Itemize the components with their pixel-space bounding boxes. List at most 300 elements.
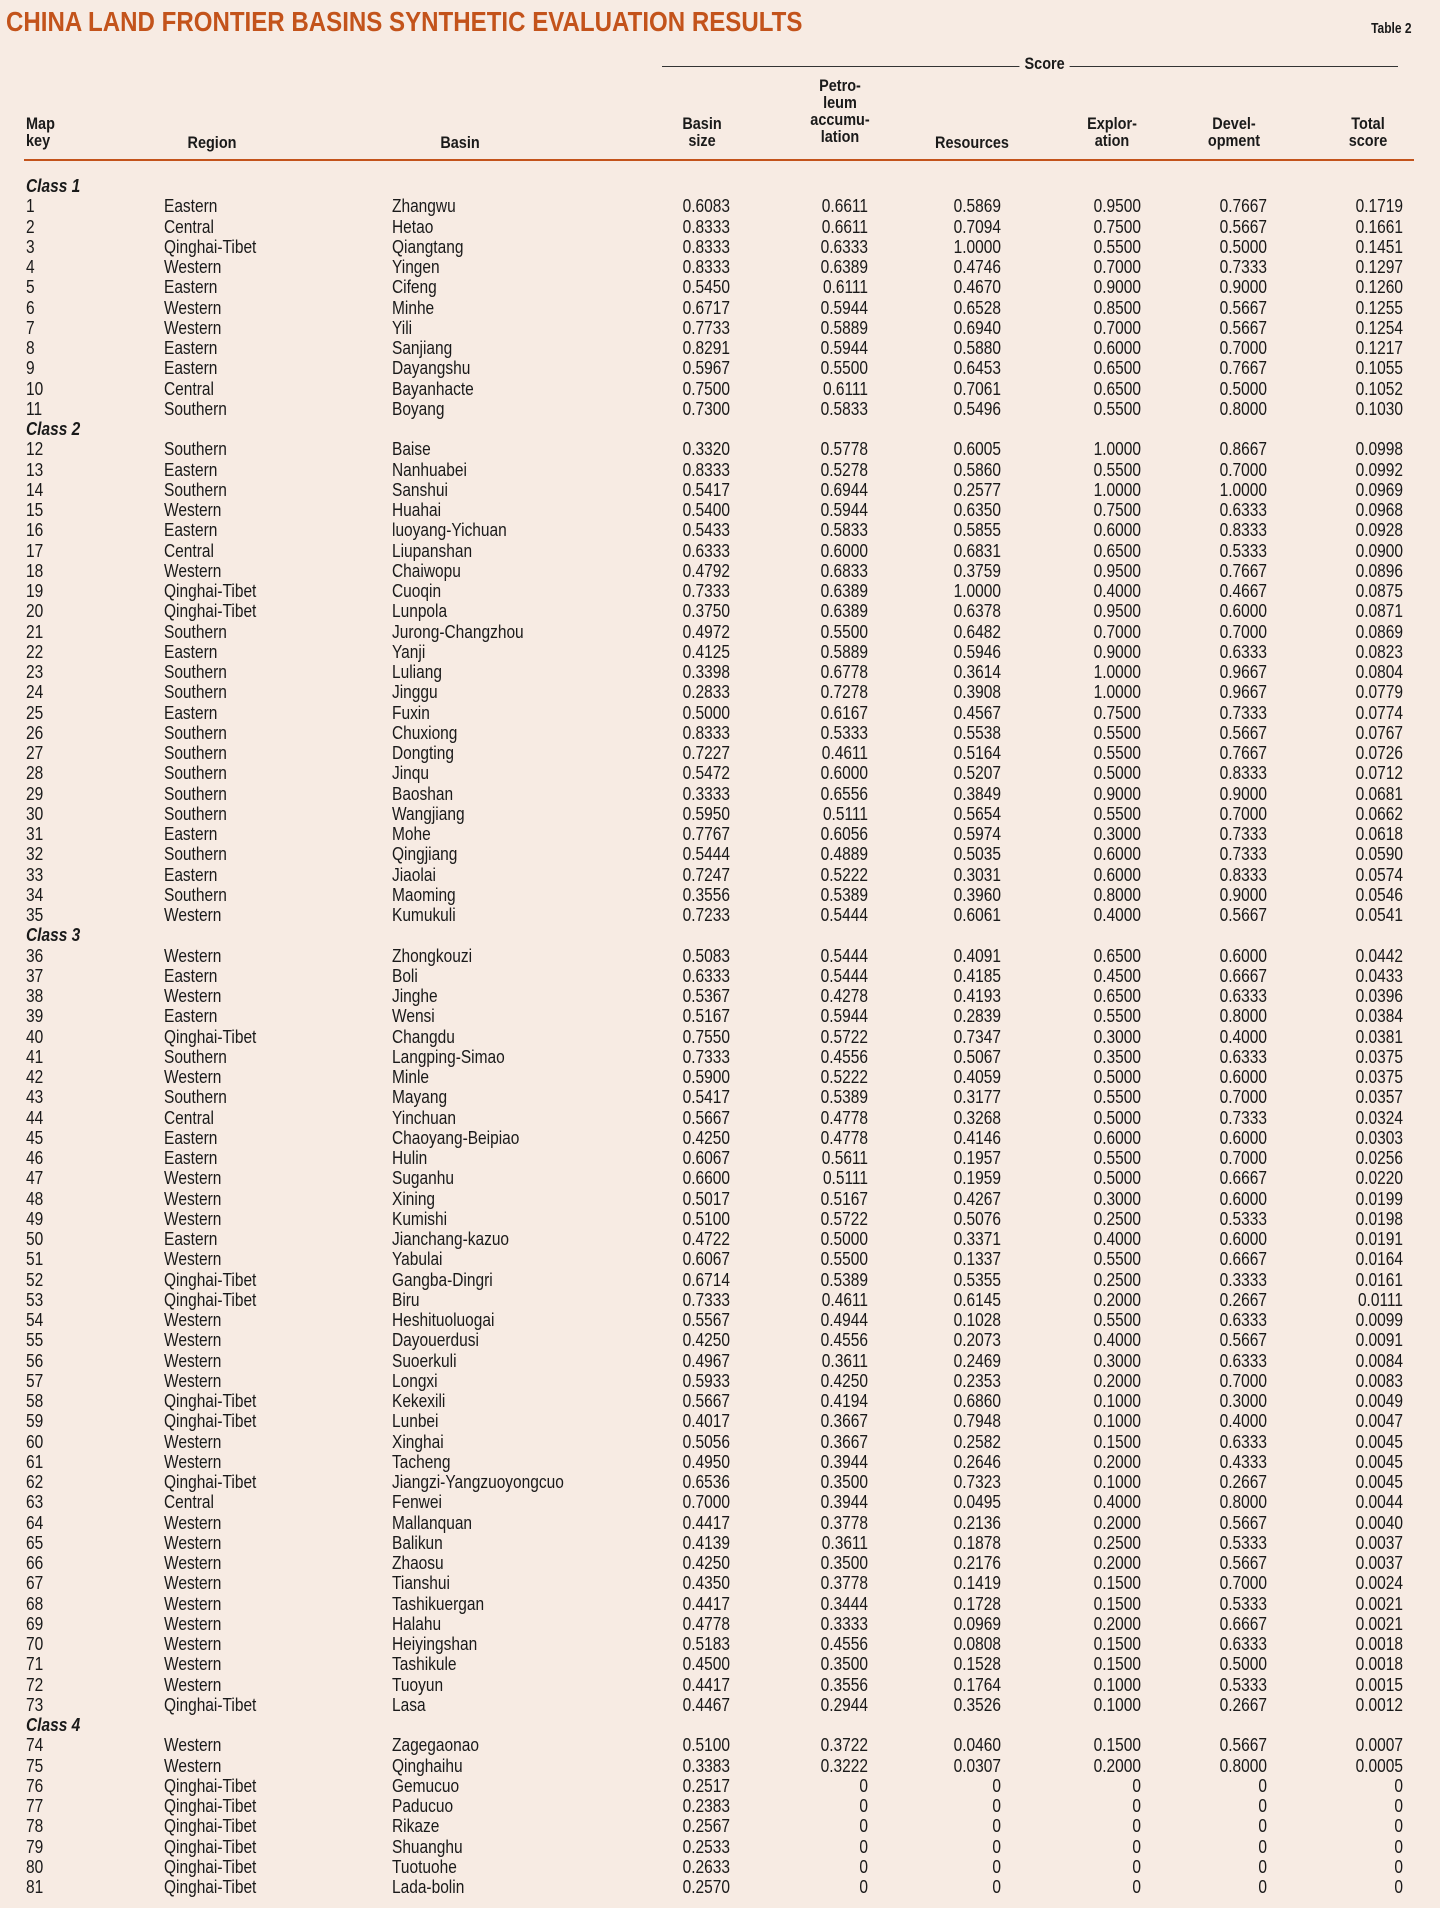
petroleum-cell: 0.6611 — [821, 196, 868, 217]
map-key-cell: 75 — [26, 1755, 44, 1776]
basin-size-cell: 0.2517 — [682, 1775, 730, 1796]
basin-size-cell: 0.5367 — [682, 986, 730, 1006]
header-line: size — [688, 131, 716, 150]
table-row — [0, 196, 1440, 216]
map-key-cell: 64 — [26, 1512, 44, 1533]
basin-size-cell: 0.5933 — [682, 1370, 730, 1391]
header-basin — [418, 134, 503, 151]
development-cell: 0.7000 — [1219, 1370, 1267, 1391]
total-score-cell: 0.0375 — [1355, 1067, 1403, 1087]
basin-size-cell: 0.3398 — [682, 662, 730, 682]
exploration-cell: 0.5500 — [1093, 1310, 1141, 1330]
map-key-cell: 12 — [26, 439, 44, 460]
basin-cell: Boyang — [392, 398, 445, 419]
region-cell: Eastern — [164, 965, 218, 986]
basin-cell: Hetao — [392, 216, 434, 237]
total-score-cell: 0.0396 — [1355, 986, 1403, 1006]
total-score-cell: 0.0191 — [1355, 1229, 1403, 1249]
map-key-cell: 14 — [26, 479, 44, 500]
region-cell: Western — [164, 297, 222, 318]
basin-size-cell: 0.6600 — [682, 1168, 730, 1189]
resources-cell: 0.4146 — [953, 1127, 1001, 1148]
table-row — [0, 561, 1440, 581]
map-key-cell: 7 — [26, 317, 35, 338]
region-cell: Central — [164, 540, 214, 561]
basin-cell: Tacheng — [392, 1451, 451, 1472]
total-score-cell: 0.0590 — [1355, 844, 1403, 865]
map-key-cell: 6 — [26, 297, 35, 318]
petroleum-cell: 0.5500 — [820, 1249, 868, 1270]
petroleum-cell: 0.4944 — [820, 1310, 868, 1330]
table-row — [0, 1229, 1440, 1249]
region-cell: Qinghai-Tibet — [164, 1856, 257, 1877]
exploration-cell: 0.5000 — [1093, 763, 1141, 784]
basin-size-cell: 0.4250 — [682, 1127, 730, 1148]
map-key-cell: 51 — [26, 1249, 44, 1270]
table-row — [0, 460, 1440, 480]
basin-size-cell: 0.5100 — [682, 1208, 730, 1229]
basin-cell: Cuoqin — [392, 581, 442, 601]
table-row — [0, 581, 1440, 601]
map-key-cell: 26 — [26, 722, 44, 743]
table-row — [0, 1594, 1440, 1614]
exploration-cell: 0.2000 — [1093, 1451, 1141, 1472]
basin-cell: Lunpola — [392, 601, 448, 622]
total-score-cell: 0.1255 — [1355, 297, 1403, 318]
resources-cell: 0.6860 — [953, 1391, 1001, 1411]
development-cell: 0 — [1258, 1877, 1267, 1897]
resources-cell: 0.5880 — [953, 338, 1001, 358]
total-score-cell: 0.0871 — [1355, 601, 1403, 622]
development-cell: 0.6333 — [1219, 500, 1267, 520]
exploration-cell: 0.1500 — [1093, 1634, 1141, 1654]
exploration-cell: 0.8000 — [1093, 884, 1141, 905]
class-heading: Class 2 — [26, 419, 81, 439]
table-row — [0, 520, 1440, 540]
total-score-cell: 0.0896 — [1355, 560, 1403, 581]
basin-size-cell: 0.4467 — [682, 1694, 730, 1715]
map-key-cell: 77 — [26, 1796, 44, 1816]
exploration-cell: 0.5500 — [1093, 459, 1141, 480]
exploration-cell: 0.7500 — [1093, 702, 1141, 723]
basin-cell: Dayangshu — [392, 358, 471, 379]
development-cell: 0.7667 — [1219, 743, 1267, 763]
resources-cell: 0 — [992, 1856, 1001, 1877]
map-key-cell: 20 — [26, 601, 44, 622]
table-row — [0, 1796, 1440, 1816]
basin-size-cell: 0.2567 — [682, 1816, 730, 1837]
region-cell: Eastern — [164, 520, 218, 541]
development-cell: 0.6667 — [1219, 1249, 1267, 1270]
basin-size-cell: 0.2533 — [682, 1836, 730, 1857]
map-key-cell: 24 — [26, 682, 44, 703]
development-cell: 0.6333 — [1219, 986, 1267, 1006]
petroleum-cell: 0.4278 — [820, 986, 868, 1006]
basin-size-cell: 0.5083 — [682, 945, 730, 966]
table-title: CHINA LAND FRONTIER BASINS SYNTHETIC EVALUATION RESULTS — [6, 6, 803, 37]
development-cell: 0.7667 — [1219, 560, 1267, 581]
map-key-cell: 38 — [26, 986, 44, 1006]
basin-cell: Baise — [392, 439, 431, 460]
resources-cell: 0.5946 — [953, 641, 1001, 662]
table-row — [0, 1756, 1440, 1776]
resources-cell: 0.5974 — [953, 824, 1001, 844]
region-cell: Western — [164, 1067, 222, 1087]
petroleum-cell: 0.5944 — [820, 1006, 868, 1027]
map-key-cell: 76 — [26, 1775, 44, 1796]
exploration-cell: 0.4000 — [1093, 1229, 1141, 1249]
table-row — [0, 1654, 1440, 1674]
table-row — [0, 1067, 1440, 1087]
resources-cell: 0 — [992, 1796, 1001, 1816]
petroleum-cell: 0.3500 — [820, 1654, 868, 1675]
table-row — [0, 277, 1440, 297]
map-key-cell: 16 — [26, 520, 44, 541]
total-score-cell: 0.0303 — [1355, 1127, 1403, 1148]
region-cell: Southern — [164, 743, 227, 763]
petroleum-cell: 0.5944 — [820, 338, 868, 358]
exploration-cell: 1.0000 — [1093, 439, 1141, 460]
basin-size-cell: 0.5433 — [682, 520, 730, 541]
basin-cell: Lasa — [392, 1694, 426, 1715]
table-row — [0, 1128, 1440, 1148]
development-cell: 0.6000 — [1219, 945, 1267, 966]
basin-size-cell: 0.3333 — [682, 783, 730, 804]
exploration-cell: 0.1000 — [1093, 1411, 1141, 1432]
exploration-cell: 0.7500 — [1093, 500, 1141, 520]
development-cell: 0.6333 — [1219, 1310, 1267, 1330]
total-score-cell: 0 — [1394, 1816, 1403, 1837]
region-cell: Western — [164, 1330, 222, 1351]
total-score-cell: 0.0433 — [1355, 965, 1403, 986]
map-key-cell: 13 — [26, 459, 44, 480]
region-cell: Southern — [164, 722, 227, 743]
header-line: Petro- — [819, 76, 861, 95]
basin-size-cell: 0.4967 — [682, 1350, 730, 1371]
map-key-cell: 34 — [26, 884, 44, 905]
map-key-cell: 80 — [26, 1856, 44, 1877]
petroleum-cell: 0.6111 — [822, 378, 868, 399]
total-score-cell: 0.0044 — [1355, 1492, 1403, 1513]
total-score-cell: 0.0037 — [1355, 1553, 1403, 1573]
total-score-cell: 0.0049 — [1355, 1391, 1403, 1411]
exploration-cell: 0.1000 — [1093, 1472, 1141, 1492]
total-score-cell: 0.0541 — [1355, 905, 1403, 925]
resources-cell: 0.1878 — [953, 1532, 1001, 1553]
map-key-cell: 2 — [26, 216, 35, 237]
resources-cell: 0.3960 — [953, 884, 1001, 905]
petroleum-cell: 0.3333 — [820, 1613, 868, 1634]
map-key-cell: 47 — [26, 1168, 44, 1189]
region-cell: Central — [164, 1107, 214, 1128]
petroleum-cell: 0.6333 — [820, 236, 868, 257]
basin-size-cell: 0.5444 — [682, 844, 730, 865]
basin-cell: Qingjiang — [392, 844, 458, 865]
resources-cell: 0.5869 — [953, 196, 1001, 217]
resources-cell: 0 — [992, 1816, 1001, 1837]
basin-cell: Kumukuli — [392, 905, 456, 925]
table-row — [0, 946, 1440, 966]
development-cell: 0.7000 — [1219, 803, 1267, 824]
total-score-cell: 0.0198 — [1355, 1208, 1403, 1229]
exploration-cell: 0.5000 — [1093, 1168, 1141, 1189]
table-row — [0, 1472, 1440, 1492]
table-row — [0, 703, 1440, 723]
resources-cell: 0.3371 — [953, 1229, 1001, 1249]
petroleum-cell: 0.4250 — [820, 1370, 868, 1391]
petroleum-cell: 0.3611 — [821, 1350, 868, 1371]
total-score-cell: 0.0324 — [1355, 1107, 1403, 1128]
table-row — [0, 338, 1440, 358]
exploration-cell: 0.2000 — [1093, 1553, 1141, 1573]
exploration-cell: 0.3000 — [1093, 1026, 1141, 1047]
petroleum-cell: 0.5222 — [820, 864, 868, 885]
petroleum-cell: 0.3722 — [820, 1735, 868, 1756]
development-cell: 0.8000 — [1219, 1006, 1267, 1027]
exploration-cell: 0.5500 — [1093, 743, 1141, 763]
resources-cell: 0.2136 — [953, 1512, 1001, 1533]
table-row — [0, 763, 1440, 783]
score-group-label: Score — [1019, 54, 1069, 74]
exploration-cell: 0.1500 — [1093, 1654, 1141, 1675]
region-cell: Western — [164, 1208, 222, 1229]
header-line: Map — [26, 114, 55, 133]
basin-cell: Zagegaonao — [392, 1735, 479, 1756]
development-cell: 0.7000 — [1219, 338, 1267, 358]
development-cell: 0.7333 — [1219, 824, 1267, 844]
development-cell: 0.7000 — [1219, 459, 1267, 480]
basin-size-cell: 0.7227 — [682, 743, 730, 763]
basin-cell: Jinghe — [392, 986, 438, 1006]
region-cell: Qinghai-Tibet — [164, 1775, 257, 1796]
resources-cell: 0.3759 — [953, 560, 1001, 581]
region-cell: Western — [164, 1370, 222, 1391]
table-row — [0, 1634, 1440, 1654]
total-score-cell: 0.0037 — [1355, 1532, 1403, 1553]
development-cell: 0 — [1258, 1836, 1267, 1857]
development-cell: 0.6333 — [1219, 1634, 1267, 1654]
exploration-cell: 0.1000 — [1093, 1674, 1141, 1695]
resources-cell: 1.0000 — [953, 236, 1001, 257]
exploration-cell: 0.4000 — [1093, 905, 1141, 925]
basin-size-cell: 0.4139 — [682, 1532, 730, 1553]
table-row — [0, 237, 1440, 257]
table-row — [0, 1695, 1440, 1715]
total-score-cell: 0.0992 — [1355, 459, 1403, 480]
map-key-cell: 40 — [26, 1026, 44, 1047]
total-score-cell: 0.1451 — [1355, 236, 1403, 257]
map-key-cell: 63 — [26, 1492, 44, 1513]
class-heading-row — [0, 925, 1440, 945]
development-cell: 0.2667 — [1219, 1472, 1267, 1492]
class-heading-row — [0, 1715, 1440, 1735]
region-cell: Western — [164, 1512, 222, 1533]
basin-size-cell: 0.7333 — [682, 1046, 730, 1067]
total-score-cell: 0.0969 — [1355, 479, 1403, 500]
header-line: lation — [820, 127, 860, 146]
region-cell: Southern — [164, 884, 227, 905]
map-key-cell: 58 — [26, 1391, 44, 1411]
region-cell: Southern — [164, 439, 227, 460]
table-row — [0, 804, 1440, 824]
petroleum-cell: 0.5111 — [822, 1168, 868, 1189]
total-score-cell: 0.0099 — [1355, 1310, 1403, 1330]
resources-cell: 1.0000 — [953, 581, 1001, 601]
petroleum-cell: 0.6778 — [820, 662, 868, 682]
exploration-cell: 0.6000 — [1093, 338, 1141, 358]
total-score-cell: 0.0021 — [1355, 1613, 1403, 1634]
petroleum-cell: 0 — [859, 1856, 868, 1877]
map-key-cell: 29 — [26, 783, 44, 804]
total-score-cell: 0.0384 — [1355, 1006, 1403, 1027]
development-cell: 0.6000 — [1219, 1067, 1267, 1087]
exploration-cell: 0.1500 — [1093, 1431, 1141, 1452]
table-row — [0, 1391, 1440, 1411]
resources-cell: 0.5164 — [953, 743, 1001, 763]
basin-size-cell: 0.7233 — [682, 905, 730, 925]
map-key-cell: 52 — [26, 1269, 44, 1290]
class-heading-row — [0, 176, 1440, 196]
development-cell: 0.5667 — [1219, 297, 1267, 318]
table-row — [0, 1351, 1440, 1371]
petroleum-cell: 0.5111 — [822, 803, 868, 824]
total-score-cell: 0.0968 — [1355, 500, 1403, 520]
region-cell: Eastern — [164, 1148, 218, 1168]
resources-cell: 0.6482 — [953, 621, 1001, 642]
table-row — [0, 986, 1440, 1006]
table-row — [0, 1290, 1440, 1310]
table-row — [0, 1452, 1440, 1472]
development-cell: 0.5667 — [1219, 1735, 1267, 1756]
basin-size-cell: 0.6067 — [682, 1148, 730, 1168]
exploration-cell: 0.7000 — [1093, 257, 1141, 277]
region-cell: Western — [164, 1168, 222, 1189]
region-cell: Qinghai-Tibet — [164, 1694, 257, 1715]
region-cell: Western — [164, 1532, 222, 1553]
region-cell: Eastern — [164, 1229, 218, 1249]
resources-cell: 0.0808 — [953, 1634, 1001, 1654]
development-cell: 0.9000 — [1219, 783, 1267, 804]
basin-size-cell: 0.2833 — [682, 682, 730, 703]
petroleum-cell: 0.3611 — [821, 1532, 868, 1553]
total-score-cell: 0.0804 — [1355, 662, 1403, 682]
total-score-cell: 0.1055 — [1355, 358, 1403, 379]
header-line: score — [1348, 131, 1388, 150]
exploration-cell: 0 — [1132, 1816, 1141, 1837]
petroleum-cell: 0.4611 — [821, 743, 868, 763]
exploration-cell: 0.4000 — [1093, 1492, 1141, 1513]
resources-cell: 0.6350 — [953, 500, 1001, 520]
basin-cell: Mayang — [392, 1087, 448, 1108]
basin-cell: Kekexili — [392, 1391, 446, 1411]
basin-cell: Heshituoluogai — [392, 1310, 495, 1330]
basin-cell: Yingen — [392, 257, 440, 277]
region-cell: Qinghai-Tibet — [164, 581, 257, 601]
petroleum-cell: 0.5333 — [820, 722, 868, 743]
exploration-cell: 0.5000 — [1093, 1067, 1141, 1087]
map-key-cell: 22 — [26, 641, 44, 662]
basin-cell: Shuanghu — [392, 1836, 463, 1857]
basin-cell: Wensi — [392, 1006, 435, 1027]
table-row — [0, 1877, 1440, 1897]
basin-cell: Yili — [392, 317, 413, 338]
region-cell: Western — [164, 560, 222, 581]
total-score-cell: 0.0875 — [1355, 581, 1403, 601]
total-score-cell: 0.0774 — [1355, 702, 1403, 723]
exploration-cell: 0.9000 — [1093, 277, 1141, 298]
basin-size-cell: 0.7000 — [682, 1492, 730, 1513]
basin-size-cell: 0.7767 — [682, 824, 730, 844]
region-cell: Western — [164, 905, 222, 925]
map-key-cell: 62 — [26, 1472, 44, 1492]
exploration-cell: 0.6500 — [1093, 540, 1141, 561]
basin-cell: Luliang — [392, 662, 442, 682]
development-cell: 0.8333 — [1219, 864, 1267, 885]
resources-cell: 0.3526 — [953, 1694, 1001, 1715]
basin-cell: Halahu — [392, 1613, 442, 1634]
basin-size-cell: 0.5667 — [682, 1107, 730, 1128]
exploration-cell: 0.7500 — [1093, 216, 1141, 237]
table-row — [0, 642, 1440, 662]
exploration-cell: 0.9500 — [1093, 601, 1141, 622]
class-heading-row — [0, 419, 1440, 439]
resources-cell: 0.0460 — [953, 1735, 1001, 1756]
total-score-cell: 0.0164 — [1355, 1249, 1403, 1270]
table-row — [0, 1411, 1440, 1431]
development-cell: 0.6000 — [1219, 1127, 1267, 1148]
total-score-cell: 0 — [1394, 1796, 1403, 1816]
resources-cell: 0.4746 — [953, 257, 1001, 277]
petroleum-cell: 0.5389 — [820, 1087, 868, 1108]
region-cell: Western — [164, 1310, 222, 1330]
region-cell: Central — [164, 1492, 214, 1513]
map-key-cell: 68 — [26, 1593, 44, 1614]
development-cell: 0.5333 — [1219, 540, 1267, 561]
table-row — [0, 1735, 1440, 1755]
petroleum-cell: 0.5944 — [820, 500, 868, 520]
exploration-cell: 0.2000 — [1093, 1370, 1141, 1391]
resources-cell: 0.6005 — [953, 439, 1001, 460]
total-score-cell: 0.0574 — [1355, 864, 1403, 885]
table-number-label: Table 2 — [1371, 20, 1412, 37]
region-cell: Eastern — [164, 196, 218, 217]
region-cell: Eastern — [164, 338, 218, 358]
development-cell: 0 — [1258, 1775, 1267, 1796]
total-score-cell: 0.0007 — [1355, 1735, 1403, 1756]
header-exploration — [1070, 115, 1155, 149]
resources-cell: 0.3177 — [953, 1087, 1001, 1108]
development-cell: 0.7667 — [1219, 196, 1267, 217]
region-cell: Qinghai-Tibet — [164, 1391, 257, 1411]
total-score-cell: 0.0357 — [1355, 1087, 1403, 1108]
petroleum-cell: 0 — [859, 1877, 868, 1897]
map-key-cell: 56 — [26, 1350, 44, 1371]
region-cell: Southern — [164, 398, 227, 419]
total-score-cell: 0 — [1394, 1836, 1403, 1857]
petroleum-cell: 0.5889 — [820, 641, 868, 662]
map-key-cell: 74 — [26, 1735, 44, 1756]
total-score-cell: 0.0012 — [1355, 1694, 1403, 1715]
map-key-cell: 33 — [26, 864, 44, 885]
total-score-cell: 0.1297 — [1355, 257, 1403, 277]
table-row — [0, 1330, 1440, 1350]
header-line: leum — [823, 93, 857, 112]
resources-cell: 0.6145 — [953, 1289, 1001, 1310]
table-row — [0, 1027, 1440, 1047]
total-score-cell: 0.0681 — [1355, 783, 1403, 804]
development-cell: 0.4333 — [1219, 1451, 1267, 1472]
exploration-cell: 0.1000 — [1093, 1391, 1141, 1411]
